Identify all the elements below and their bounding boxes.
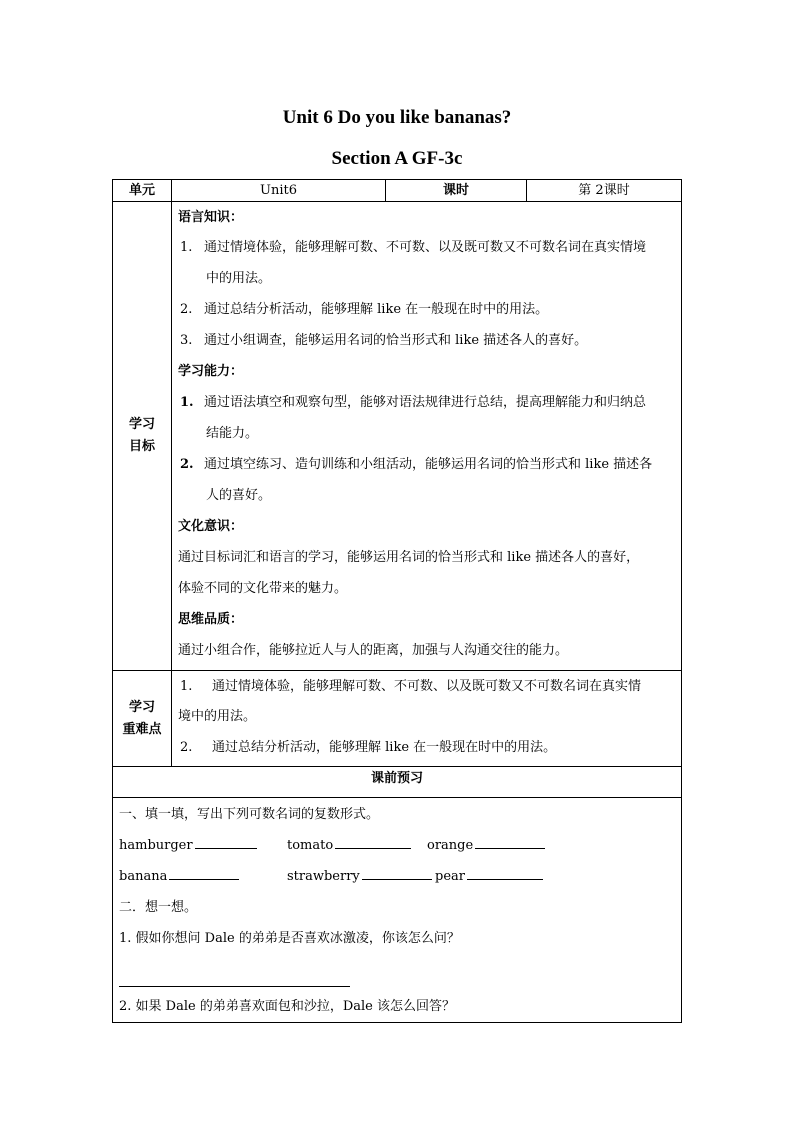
ability-heading: 学习能力： bbox=[178, 364, 244, 379]
objectives-label: 学习 目标 bbox=[113, 202, 172, 671]
blank-field[interactable] bbox=[467, 865, 543, 880]
culture-line-2: 体验不同的文化带来的魅力。 bbox=[178, 581, 348, 596]
question-2: 2. 如果 Dale 的弟弟喜欢面包和沙拉，Dale 该怎么回答？ bbox=[119, 999, 455, 1014]
period-label: 课时 bbox=[386, 180, 527, 202]
key-points-row bbox=[113, 671, 682, 767]
unit-label: 单元 bbox=[113, 180, 172, 202]
lesson-plan-table bbox=[112, 179, 682, 1023]
fill-item-pear: pear bbox=[435, 861, 543, 892]
preview-title: 课前预习 bbox=[113, 767, 682, 798]
preview-content bbox=[113, 798, 682, 1023]
blank-field[interactable] bbox=[195, 834, 257, 849]
unit-value: Unit6 bbox=[172, 180, 386, 202]
objectives-row bbox=[113, 202, 682, 671]
key-points-label: 学习 重难点 bbox=[113, 671, 172, 767]
ability-item-2: 2. 通过填空练习、造句训练和小组活动，能够运用名词的恰当形式和 like 描述各 bbox=[180, 457, 653, 472]
thinking-heading: 思维品质： bbox=[178, 612, 244, 627]
language-heading: 语言知识： bbox=[178, 210, 244, 225]
language-item-2: 2. 通过总结分析活动，能够理解 like 在一般现在时中的用法。 bbox=[180, 302, 549, 317]
key-point-1: 1. 通过情境体验，能够理解可数、不可数、以及既可数又不可数名词在真实情 bbox=[180, 679, 642, 694]
blank-field[interactable] bbox=[362, 865, 432, 880]
answer-line-1[interactable] bbox=[119, 964, 350, 987]
thinking-line-1: 通过小组合作，能够拉近人与人的距离，加强与人沟通交往的能力。 bbox=[178, 643, 569, 658]
objectives-content: 语言知识： 1. 通过情境体验，能够理解可数、不可数、以及既可数又不可数名词在真实情境 中的用法。 2. 通过总结分析活动，能够理解 like 在一般现在时中的用法。 3. 通过小组调查，能够运用名词的恰当形式和 like 描述各人的喜好。 学习能力： 1. 通过语法填空和观察句型，能够对语法规律进行总结，提高理解能力和归纳总 结能力。 2. 通过填空练习、造句训练和小组活动，能够运用名词的恰当形式和 like 描述各 人的喜好。 文化意识： 通过目标词汇和语言的学习，能够运用名词的恰当形式和 like 描述各人的喜好， 体验不同的文化带来的魅力。 思维品质： 通过小组合作，能够拉近人与人的距离，加强与人沟通交往的能力。 bbox=[172, 202, 682, 671]
culture-heading: 文化意识： bbox=[178, 519, 244, 534]
document-title: Unit 6 Do you like bananas? bbox=[282, 107, 512, 128]
question-1: 1. 假如你想问 Dale 的弟弟是否喜欢冰激凌，你该怎么问？ bbox=[119, 931, 460, 946]
fill-item-banana: banana bbox=[119, 861, 239, 892]
language-item-3: 3. 通过小组调查，能够运用名词的恰当形式和 like 描述各人的喜好。 bbox=[180, 333, 588, 348]
fill-item-tomato: tomato bbox=[287, 830, 411, 861]
fill-row-2 bbox=[119, 861, 675, 892]
period-value: 第 2课时 bbox=[527, 180, 682, 202]
header-row bbox=[113, 180, 682, 202]
section2-heading: 二．想一想。 bbox=[119, 900, 198, 915]
fill-item-hamburger: hamburger bbox=[119, 830, 257, 861]
fill-row-1 bbox=[119, 830, 675, 861]
culture-line-1: 通过目标词汇和语言的学习，能够运用名词的恰当形式和 like 描述各人的喜好， bbox=[178, 550, 640, 565]
key-point-2: 2. 通过总结分析活动，能够理解 like 在一般现在时中的用法。 bbox=[180, 740, 557, 755]
section1-heading: 一、填一填，写出下列可数名词的复数形式。 bbox=[119, 807, 380, 822]
blank-field[interactable] bbox=[335, 834, 411, 849]
preview-content-row bbox=[113, 798, 682, 1023]
language-item-1: 1. 通过情境体验，能够理解可数、不可数、以及既可数又不可数名词在真实情境 bbox=[180, 240, 647, 255]
document-subtitle: Section A GF-3c bbox=[331, 148, 463, 169]
key-points-content: 1. 通过情境体验，能够理解可数、不可数、以及既可数又不可数名词在真实情 境中的用法。 2. 通过总结分析活动，能够理解 like 在一般现在时中的用法。 bbox=[172, 671, 682, 767]
ability-item-1: 1. 通过语法填空和观察句型，能够对语法规律进行总结，提高理解能力和归纳总 bbox=[180, 395, 647, 410]
fill-item-orange: orange bbox=[427, 830, 545, 861]
fill-item-strawberry: strawberry bbox=[287, 861, 432, 892]
blank-field[interactable] bbox=[169, 865, 239, 880]
preview-title-row bbox=[113, 767, 682, 798]
blank-field[interactable] bbox=[475, 834, 545, 849]
